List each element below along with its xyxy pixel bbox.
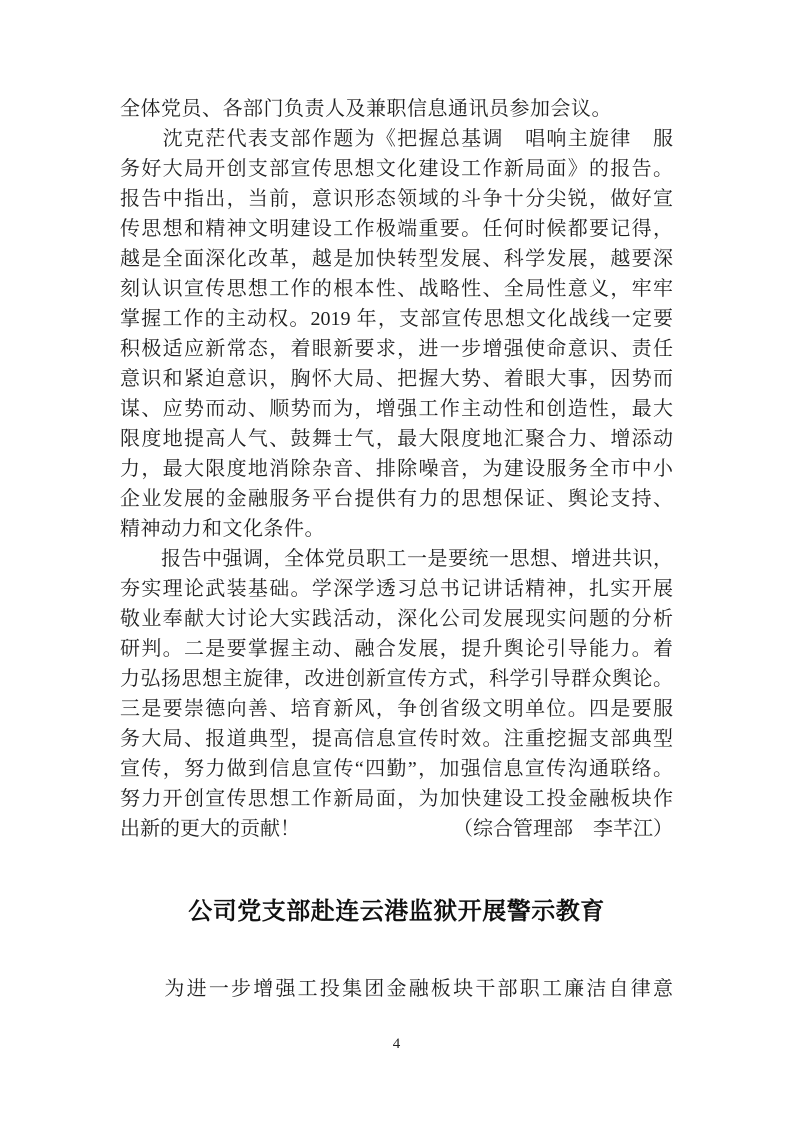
body-line: 力，最大限度地消除杂音、排除噪音，为建设服务全市中小: [120, 458, 673, 480]
closing-line: [120, 814, 673, 844]
body-line: 夯实理论武装基础。学深学透习总书记讲话精神，扎实开展: [120, 578, 673, 600]
page-number: 4: [392, 1036, 401, 1052]
body-line: 力弘扬思想主旋律，改进创新宣传方式，科学引导群众舆论。: [120, 668, 673, 690]
body-line: 全体党员、各部门负责人及兼职信息通讯员参加会议。: [120, 98, 612, 120]
body-line: 报告中强调，全体党员职工一是要统一思想、增进共识，: [120, 548, 673, 570]
body-line: 掌握工作的主动权。2019 年，支部宣传思想文化战线一定要: [120, 308, 673, 330]
body-line: 精神动力和文化条件。: [120, 518, 325, 540]
body-line: 研判。二是要掌握主动、融合发展，提升舆论引导能力。着: [120, 638, 673, 660]
body-line: 越是全面深化改革，越是加快转型发展、科学发展，越要深: [120, 248, 673, 270]
body-line: 报告中指出，当前，意识形态领域的斗争十分尖锐，做好宣: [120, 188, 673, 210]
body-line: 务大局、报道典型，提高信息宣传时效。注重挖掘支部典型: [120, 728, 673, 750]
closing-text: 出新的更大的贡献！: [120, 818, 300, 840]
body-line: 务好大局开创支部宣传思想文化建设工作新局面》的报告。: [120, 158, 673, 180]
text-block: [120, 94, 673, 1004]
next-article-opening-line: 为进一步增强工投集团金融板块干部职工廉洁自律意: [120, 978, 673, 1000]
body-line: 宣传，努力做到信息宣传“四勤”，加强信息宣传沟通联络。: [120, 758, 673, 780]
body-line: 刻认识宣传思想工作的根本性、战略性、全局性意义，牢牢: [120, 278, 673, 300]
body-line: 传思想和精神文明建设工作极端重要。任何时候都要记得，: [120, 218, 673, 240]
body-line: 企业发展的金融服务平台提供有力的思想保证、舆论支持、: [120, 488, 673, 510]
body-line: 限度地提高人气、鼓舞士气，最大限度地汇聚合力、增添动: [120, 428, 673, 450]
body-line: 三是要崇德向善、培育新风，争创省级文明单位。四是要服: [120, 698, 673, 720]
body-line: 敬业奉献大讨论大实践活动，深化公司发展现实问题的分析: [120, 608, 673, 630]
body-line: 积极适应新常态，着眼新要求，进一步增强使命意识、责任: [120, 338, 673, 360]
body-line: 努力开创宣传思想工作新局面，为加快建设工投金融板块作: [120, 788, 673, 810]
body-line: 意识和紧迫意识，胸怀大局、把握大势、着眼大事，因势而: [120, 368, 673, 390]
body-line: 沈克茫代表支部作题为《把握总基调 唱响主旋律 服: [120, 128, 673, 150]
article-attribution: （综合管理部 李芊江）: [453, 818, 673, 840]
article-title: 公司党支部赴连云港监狱开展警示教育: [188, 898, 605, 925]
body-line: 谋、应势而动、顺势而为，增强工作主动性和创造性，最大: [120, 398, 673, 420]
